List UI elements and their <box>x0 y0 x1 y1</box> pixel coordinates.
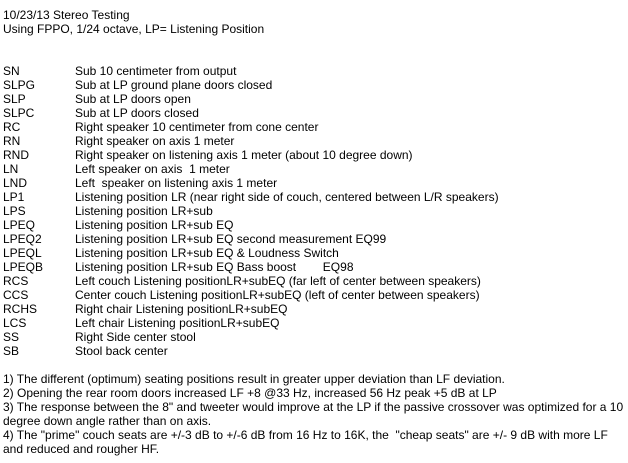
legend-code: RN <box>3 134 21 148</box>
document-title: 10/23/13 Stereo Testing <box>3 8 130 22</box>
legend-description: Right speaker 10 centimeter from cone center <box>75 120 319 134</box>
legend-description: Listening position LR+sub EQ second measurement EQ99 <box>75 232 387 246</box>
legend-code: LND <box>3 176 28 190</box>
note-line: 1) The different (optimum) seating positions result in greater upper deviation than LF deviation. <box>3 372 505 386</box>
legend-code: LPEQ <box>3 218 36 232</box>
legend-code: RND <box>3 148 29 162</box>
legend-code: LP1 <box>3 190 25 204</box>
legend-description: Right chair Listening positionLR+subEQ <box>75 302 288 316</box>
legend-code: RCS <box>3 274 29 288</box>
legend-code: SB <box>3 344 20 358</box>
note-line: degree down angle rather than on axis. <box>3 414 212 428</box>
legend-description: Listening position LR+sub EQ <box>75 218 234 232</box>
legend-description: Left chair Listening positionLR+subEQ <box>75 316 280 330</box>
note-line: 3) The response between the 8" and tweeter would improve at the LP if the passive crossover was optimized for a 10 <box>3 400 624 414</box>
legend-code: LPS <box>3 204 26 218</box>
legend-code: LCS <box>3 316 27 330</box>
legend-description: Left speaker on listening axis 1 meter <box>75 176 278 190</box>
legend-code: SS <box>3 330 20 344</box>
legend-code: SLPC <box>3 106 35 120</box>
legend-description: Center couch Listening positionLR+subEQ (left of center between speakers) <box>75 288 480 302</box>
legend-description: Left speaker on axis 1 meter <box>75 162 230 176</box>
legend-description: Right Side center stool <box>75 330 196 344</box>
legend-description: Sub at LP doors closed <box>75 106 199 120</box>
legend-description: Listening position LR+sub EQ Bass boost EQ98 <box>75 260 354 274</box>
legend-code: LN <box>3 162 19 176</box>
legend-code: RC <box>3 120 21 134</box>
note-line: and reduced and rougher HF. <box>3 442 160 456</box>
legend-code: LPEQB <box>3 260 44 274</box>
legend-code: CCS <box>3 288 29 302</box>
legend-description: Stool back center <box>75 344 168 358</box>
legend-code: SLPG <box>3 78 36 92</box>
legend-description: Right speaker on listening axis 1 meter (about 10 degree down) <box>75 148 413 162</box>
legend-description: Left couch Listening positionLR+subEQ (far left of center between speakers) <box>75 274 481 288</box>
legend-description: Listening position LR (near right side of couch, centered between L/R speakers) <box>75 190 499 204</box>
legend-description: Sub at LP ground plane doors closed <box>75 78 273 92</box>
legend-code: SLP <box>3 92 26 106</box>
legend-description: Listening position LR+sub <box>75 204 213 218</box>
legend-description: Right speaker on axis 1 meter <box>75 134 235 148</box>
legend-description: Listening position LR+sub EQ & Loudness Switch <box>75 246 339 260</box>
note-line: 2) Opening the rear room doors increased LF +8 @33 Hz, increased 56 Hz peak +5 dB at LP <box>3 386 497 400</box>
document-subtitle: Using FPPO, 1/24 octave, LP= Listening Position <box>3 22 265 36</box>
legend-description: Sub at LP doors open <box>75 92 191 106</box>
legend-code: LPEQ2 <box>3 232 42 246</box>
legend-code: LPEQL <box>3 246 42 260</box>
legend-code: SN <box>3 64 20 78</box>
note-line: 4) The "prime" couch seats are +/-3 dB to +/-6 dB from 16 Hz to 16K, the "cheap seats" are +/- 9 dB with more LF <box>3 428 608 442</box>
legend-code: RCHS <box>3 302 38 316</box>
legend-description: Sub 10 centimeter from output <box>75 64 237 78</box>
